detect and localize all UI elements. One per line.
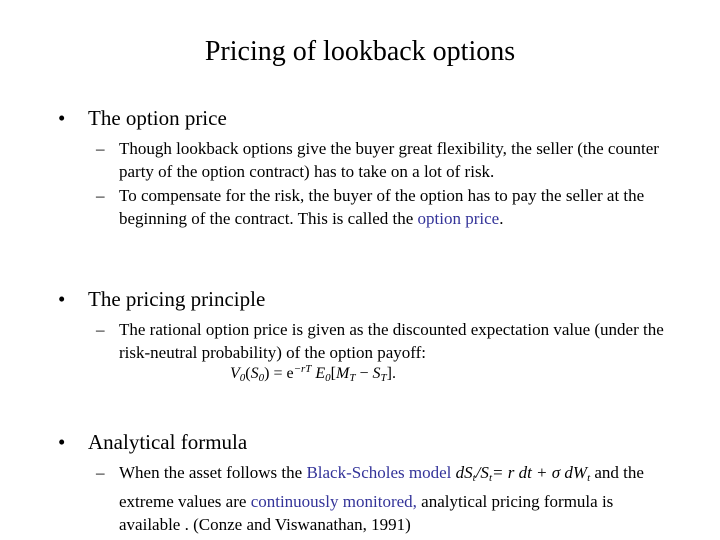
bullet-option-price: [58, 105, 227, 131]
sub-text-before: To compensate for the risk, the buyer of the option has to pay the seller at the beginning of the contract. This is called the: [119, 186, 645, 228]
bullet-pricing-principle: [58, 286, 265, 312]
sub-bullet-text: [96, 184, 671, 230]
sub-bullet-risk: [96, 137, 671, 183]
sub-bullet-text: Though lookback options give the buyer great flexibility, the seller (the counter party of the option contract) has to take on a lot of risk.: [119, 139, 659, 181]
slide-title: Pricing of lookback options: [204, 36, 516, 67]
sub-bullet-compensate: [96, 184, 671, 230]
sub-text-mid: and the extreme values are: [119, 463, 644, 511]
sub-bullet-black-scholes: [96, 461, 671, 536]
dash-marker: –: [96, 186, 105, 205]
sub-text-before: When the asset follows the: [119, 463, 307, 482]
highlight-option-price: option price: [417, 209, 500, 228]
bullet-analytical-formula: [58, 429, 247, 455]
bullet-heading: Analytical formula: [88, 430, 248, 454]
sub-bullet-text: [96, 461, 671, 536]
sde-formula: $dS_t/S_t= r$ dt + σ $dW_t$: [451, 463, 591, 484]
bullet-marker: •: [58, 106, 66, 130]
sub-text-after: analytical pricing formula is available . (Conze and Viswanathan, 1991): [119, 492, 614, 534]
bullet-heading: The pricing principle: [88, 287, 266, 311]
bullet-marker: •: [58, 430, 66, 454]
pricing-formula: $V_0(S_0) = e^{-rT}$ $E_0[M_T - S_T]$.: [230, 363, 396, 384]
bullet-marker: •: [58, 287, 66, 311]
bullet-heading: The option price: [88, 106, 227, 130]
highlight-continuously-monitored: continuously monitored,: [250, 492, 417, 511]
highlight-black-scholes: Black-Scholes model: [306, 463, 452, 482]
dash-marker: –: [96, 320, 105, 339]
sub-text-after: .: [499, 209, 504, 228]
dash-marker: –: [96, 463, 105, 482]
sub-bullet-text: The rational option price is given as the discounted expectation value (under the risk-neutral probability) of the option payoff:: [119, 320, 664, 362]
dash-marker: –: [96, 139, 105, 158]
